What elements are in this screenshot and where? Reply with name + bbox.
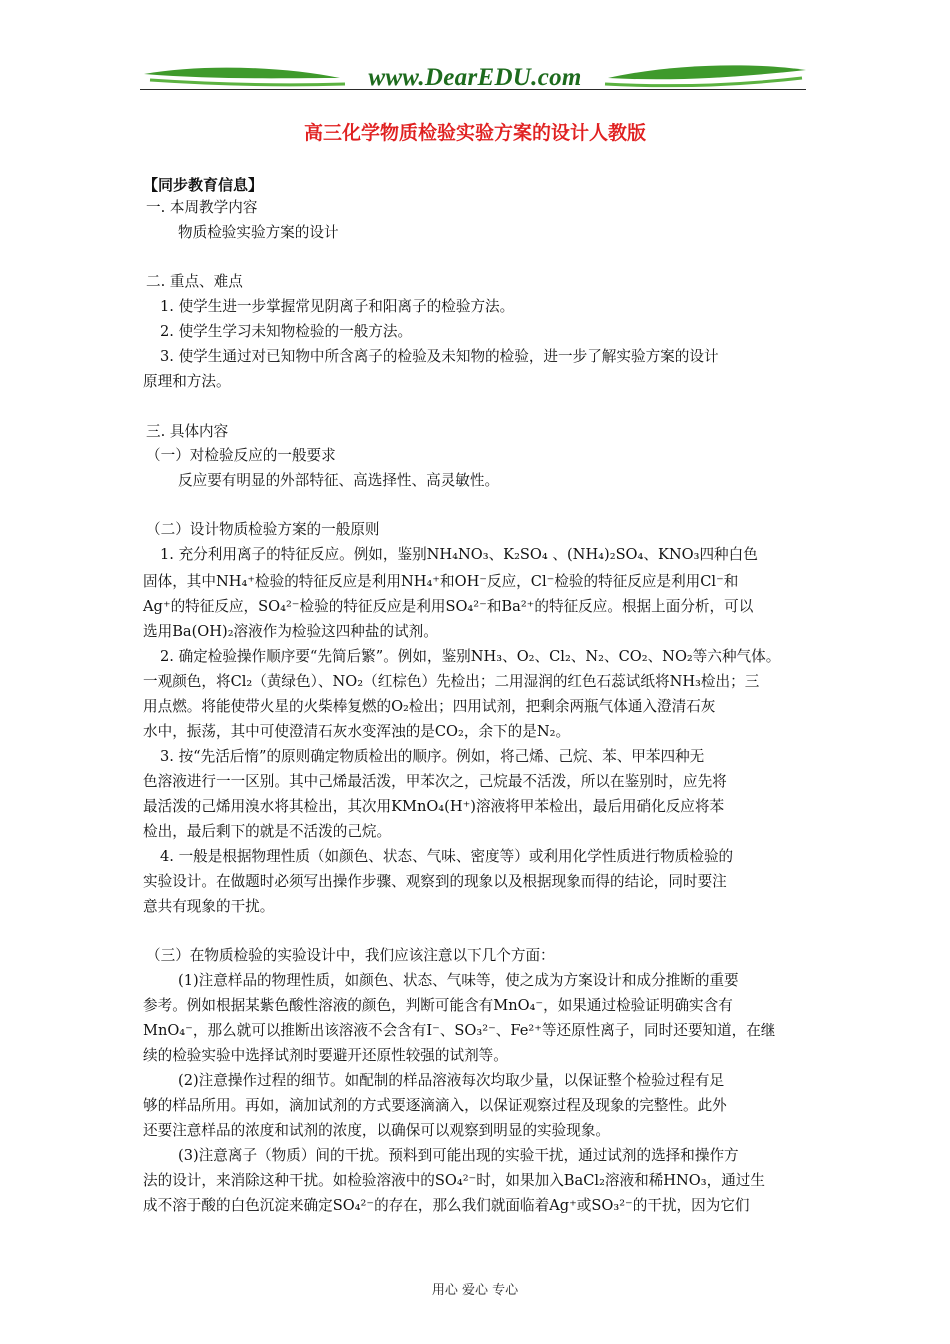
- page-footer: 用心 爱心 专心: [431, 1283, 519, 1298]
- text-line: 1. 使学生进一步掌握常见阴离子和阳离子的检验方法。: [160, 298, 515, 315]
- text-line: (3)注意离子（物质）间的干扰。预料到可能出现的实验干扰，通过试剂的选择和操作方: [178, 1147, 739, 1164]
- text-line: 水中，振荡，其中可使澄清石灰水变浑浊的是CO₂，余下的是N₂。: [143, 723, 571, 740]
- text-line: 3. 按“先活后惰”的原则确定物质检出的顺序。例如，将己烯、己烷、苯、甲苯四种无: [160, 748, 705, 765]
- text-line: （三）在物质检验的实验设计中，我们应该注意以下几个方面：: [146, 947, 555, 964]
- text-line: 还要注意样品的浓度和试剂的浓度，以确保可以观察到明显的实验现象。: [143, 1122, 611, 1139]
- text-line: 2. 使学生学习未知物检验的一般方法。: [160, 323, 413, 340]
- text-line: 3. 使学生通过对已知物中所含离子的检验及未知物的检验，进一步了解实验方案的设计: [160, 348, 719, 365]
- text-line: 够的样品所用。再如，滴加试剂的方式要逐滴滴入，以保证观察过程及现象的完整性。此外: [143, 1097, 727, 1114]
- text-line: （一）对检验反应的一般要求: [146, 447, 336, 464]
- text-line: 成不溶于酸的白色沉淀来确定SO₄²⁻的存在，那么我们就面临着Ag⁺或SO₃²⁻的干扰，因为它们: [143, 1197, 750, 1214]
- text-line: 2. 确定检验操作顺序要“先简后繁”。例如，鉴别NH₃、O₂、Cl₂、N₂、CO₂、NO₂等六种气体。: [160, 648, 781, 665]
- text-line: 用点燃。将能使带火星的火柴棒复燃的O₂检出；四用试剂，把剩余两瓶气体通入澄清石灰: [143, 698, 716, 715]
- text-line: 反应要有明显的外部特征、高选择性、高灵敏性。: [178, 472, 500, 489]
- text-line: 原理和方法。: [143, 373, 231, 390]
- text-line: 4. 一般是根据物理性质（如颜色、状态、气味、密度等）或利用化学性质进行物质检验的: [160, 848, 734, 865]
- text-line: Ag⁺的特征反应，SO₄²⁻检验的特征反应是利用SO₄²⁻和Ba²⁺的特征反应。根据上面分析，可以: [143, 598, 754, 615]
- text-line: 选用Ba(OH)₂溶液作为检验这四种盐的试剂。: [143, 623, 438, 640]
- text-line: 三. 具体内容: [146, 423, 229, 440]
- text-line: (2)注意操作过程的细节。如配制的样品溶液每次均取少量，以保证整个检验过程有足: [178, 1072, 725, 1089]
- text-line: 物质检验实验方案的设计: [178, 224, 339, 241]
- text-line: 续的检验实验中选择试剂时要避开还原性较强的试剂等。: [143, 1047, 508, 1064]
- text-line: 色溶液进行一一区别。其中己烯最活泼，甲苯次之，己烷最不活泼，所以在鉴别时，应先将: [143, 773, 727, 790]
- text-line: 法的设计，来消除这种干扰。如检验溶液中的SO₄²⁻时，如果加入BaCl₂溶液和稀HNO₃，通过生: [143, 1172, 765, 1189]
- text-line: 实验设计。在做题时必须写出操作步骤、观察到的现象以及根据现象而得的结论，同时要注: [143, 873, 727, 890]
- text-line: 参考。例如根据某紫色酸性溶液的颜色，判断可能含有MnO₄⁻，如果通过检验证明确实含有: [143, 997, 733, 1014]
- text-line: （二）设计物质检验方案的一般原则: [146, 521, 380, 538]
- text-line: 一. 本周教学内容: [146, 199, 258, 216]
- text-line: MnO₄⁻，那么就可以推断出该溶液不会含有I⁻、SO₃²⁻、Fe²⁺等还原性离子，同时还要知道，在继: [143, 1022, 776, 1039]
- text-line: 检出，最后剩下的就是不活泼的己烷。: [143, 823, 392, 840]
- text-line: 1. 充分利用离子的特征反应。例如，鉴别NH₄NO₃、K₂SO₄ 、(NH₄)₂SO₄、KNO₃四种白色: [160, 546, 758, 563]
- text-line: 固体，其中NH₄⁺检验的特征反应是利用NH₄⁺和OH⁻反应，Cl⁻检验的特征反应是利用Cl⁻和: [143, 573, 739, 590]
- text-line: 一观颜色，将Cl₂（黄绿色）、NO₂（红棕色）先检出；二用湿润的红色石蕊试纸将NH₃检出；三: [143, 673, 760, 690]
- section-heading: 【同步教育信息】: [143, 176, 264, 194]
- header-rule: [140, 89, 806, 90]
- text-line: 最活泼的己烯用溴水将其检出，其次用KMnO₄(H⁺)溶液将甲苯检出，最后用硝化反应将苯: [143, 798, 725, 815]
- document-title: 高三化学物质检验实验方案的设计人教版: [303, 122, 646, 144]
- site-logo-text: www.DearEDU.com: [368, 64, 582, 91]
- text-line: (1)注意样品的物理性质，如颜色、状态、气味等，使之成为方案设计和成分推断的重要: [178, 972, 739, 989]
- text-line: 意共有现象的干扰。: [143, 898, 275, 915]
- text-line: 二. 重点、难点: [146, 273, 243, 290]
- site-header: [140, 58, 810, 98]
